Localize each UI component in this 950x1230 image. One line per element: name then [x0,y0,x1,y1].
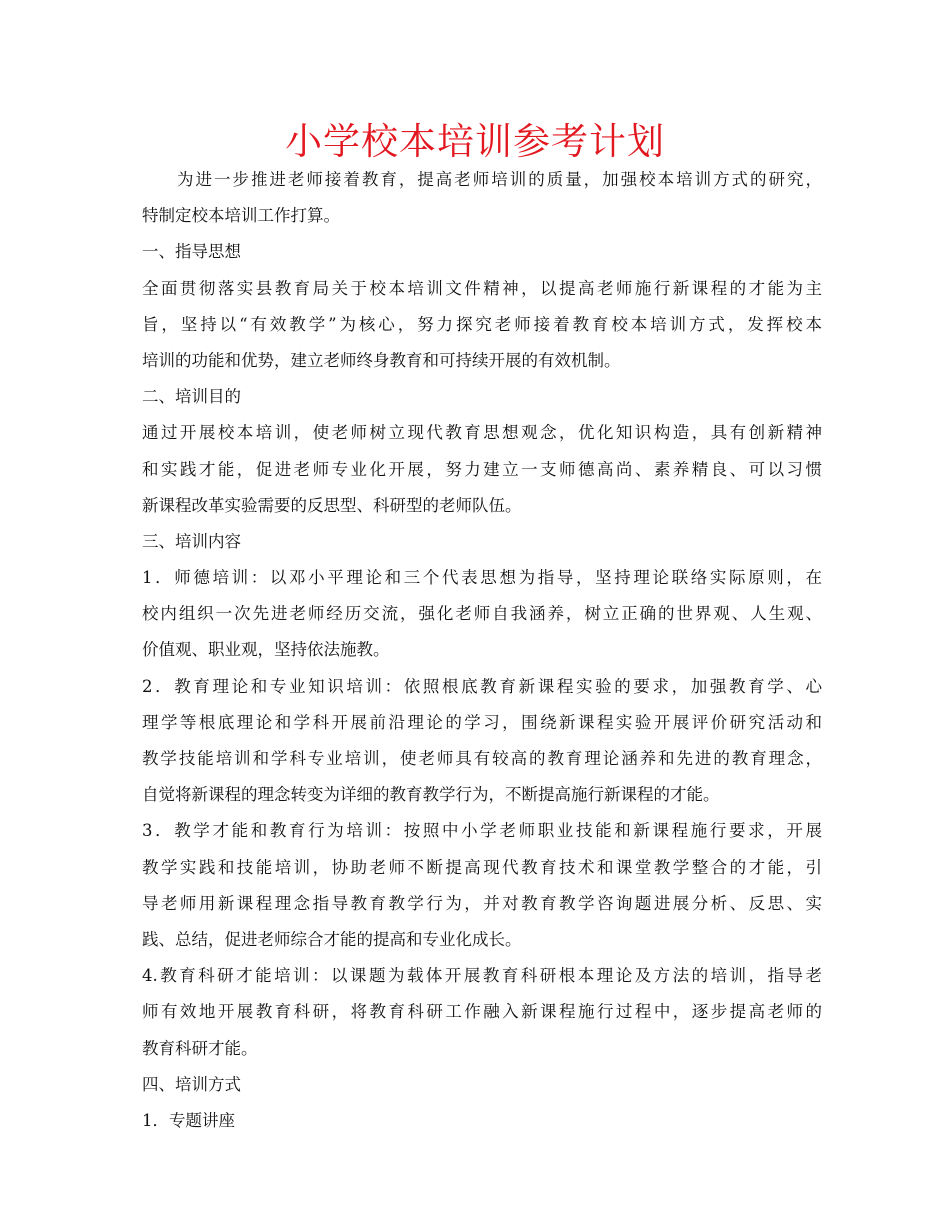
text-line: 自觉将新课程的理念转变为详细的教育教学行为，不断提高施行新课程的才能。 [142,785,720,805]
text-line: 理学等根底理论和学科开展前沿理论的学习，围绕新课程实验开展评价研究活动和 [142,712,822,732]
text-line: 践、总结，促进老师综合才能的提高和专业化成长。 [142,929,522,949]
text-line: 教学实践和技能培训，协助老师不断提高现代教育技术和课堂教学整合的才能，引 [142,857,822,877]
text-line: 三、培训内容 [142,531,241,551]
text-line: 教育科研才能。 [142,1038,258,1058]
text-line: 价值观、职业观，坚持依法施教。 [142,640,390,660]
text-line: 2．教育理论和专业知识培训：依照根底教育新课程实验的要求，加强教育学、心 [142,676,822,696]
text-line: 通过开展校本培训，使老师树立现代教育思想观念，优化知识构造，具有创新精神 [142,423,822,443]
text-line: 4.教育科研才能培训：以课题为载体开展教育科研根本理论及方法的培训，指导老 [142,966,822,986]
text-line: 新课程改革实验需要的反思型、科研型的老师队伍。 [142,495,522,515]
text-line: 和实践才能，促进老师专业化开展，努力建立一支师德高尚、素养精良、可以习惯 [142,459,822,479]
text-line: 培训的功能和优势，建立老师终身教育和可持续开展的有效机制。 [142,350,621,370]
text-line: 师有效地开展教育科研，将教育科研工作融入新课程施行过程中，逐步提高老师的 [142,1002,822,1022]
text-line: 特制定校本培训工作打算。 [142,206,340,226]
text-line: 校内组织一次先进老师经历交流，强化老师自我涵养，树立正确的世界观、人生观、 [142,604,822,624]
text-line: 一、指导思想 [142,242,241,262]
text-line: 二、培训目的 [142,387,241,407]
text-line: 全面贯彻落实县教育局关于校本培训文件精神，以提高老师施行新课程的才能为主 [142,278,822,298]
document-title: 小学校本培训参考计划 [285,120,665,163]
text-line: 四、培训方式 [142,1074,241,1094]
text-line: 为进一步推进老师接着教育，提高老师培训的质量，加强校本培训方式的研究， [177,170,822,189]
text-line: 1．师德培训：以邓小平理论和三个代表思想为指导，坚持理论联络实际原则，在 [142,568,822,588]
text-line: 旨，坚持以“有效教学”为核心，努力探究老师接着教育校本培训方式，发挥校本 [142,314,822,334]
text-line: 导老师用新课程理念指导教育教学行为，并对教育教学咨询题进展分析、反思、实 [142,893,822,913]
document-body [142,162,822,1139]
text-line: 3．教学才能和教育行为培训：按照中小学老师职业技能和新课程施行要求，开展 [142,821,822,841]
text-line: 1．专题讲座 [142,1110,235,1130]
text-line: 教学技能培训和学科专业培训，使老师具有较高的教育理论涵养和先进的教育理念， [142,749,822,768]
